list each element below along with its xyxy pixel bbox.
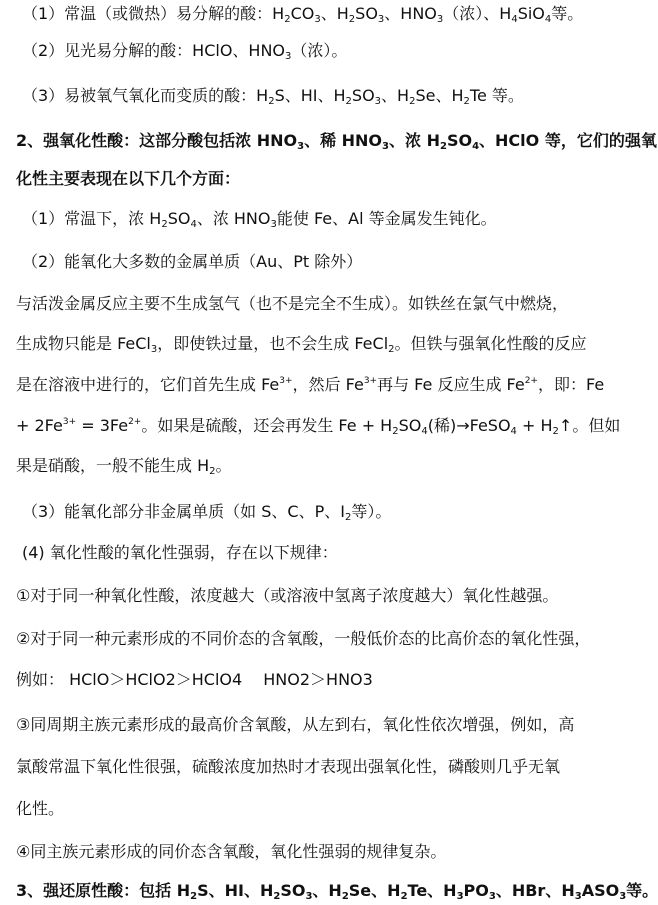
- text-line-6: （1）常温下，浓 $H_2SO_4$、浓 $HNO_3$能使 Fe、Al 等金属发生钝化。: [22, 209, 497, 230]
- text-line-14: (4) 氧化性酸的氧化性强弱，存在以下规律：: [22, 543, 338, 562]
- text-line-1: （1）常温（或微热）易分解的酸：$H_2CO_3$、$H_2SO_3$、$HNO_3$（浓）、$H_4SiO_4$等。: [22, 4, 584, 25]
- text-line-2: （2）见光易分解的酸：HClO、$HNO_3$（浓）。: [22, 41, 348, 62]
- text-line-21: ④同主族元素形成的同价态含氧酸，氧化性强弱的规律复杂。: [16, 842, 447, 861]
- text-line-12: 果是硝酸，一般不能生成 $H_2$。: [16, 456, 232, 477]
- section-heading-2: 2、强氧化性酸：这部分酸包括浓 $HNO_3$、稀 $HNO_3$、浓 $H_2SO_4$、HClO 等，它们的强氧: [16, 131, 657, 152]
- text-line-9: 生成物只能是 FeCl$_3$，即使铁过量，也不会生成 FeCl$_2$。但铁与强氧化性酸的反应: [16, 334, 587, 355]
- section-heading-3: 3、强还原性酸：包括 $H_2S$、HI、$H_2SO_3$、$H_2Se$、$H_2Te$、$H_3PO_3$、HBr、$H_3ASO_3$等。: [16, 881, 658, 902]
- text-line-16: ②对于同一种元素形成的不同价态的含氧酸，一般低价态的比高价态的氧化性强，: [16, 629, 591, 648]
- text-line-3: （3）易被氧气氧化而变质的酸：$H_2S$、HI、$H_2SO_3$、$H_2Se$、$H_2Te$ 等。: [22, 86, 524, 107]
- text-line-15: ①对于同一种氧化性酸，浓度越大（或溶液中氢离子浓度越大）氧化性越强。: [16, 586, 559, 605]
- text-line-10: 是在溶液中进行的，它们首先生成 $Fe^{3+}$，然后 $Fe^{3+}$再与 Fe 反应生成 $Fe^{2+}$，即：Fe: [16, 375, 605, 394]
- text-line-8: 与活泼金属反应主要不生成氢气（也不是完全不生成）。如铁丝在氯气中燃烧，: [16, 294, 569, 313]
- text-line-5: 化性主要表现在以下几个方面：: [16, 169, 241, 188]
- text-line-20: 化性。: [16, 799, 65, 818]
- text-line-19: 氯酸常温下氧化性很强，硫酸浓度加热时才表现出强氧化性，磷酸则几乎无氧: [16, 757, 561, 776]
- text-line-11: + $2Fe^{3+} = 3Fe^{2+}$。如果是硫酸，还会再发生 $Fe + H_2SO_4$(稀)→FeSO$_4$ + $H_2↑$。但如: [16, 416, 621, 437]
- text-line-18: ③同周期主族元素形成的最高价含氧酸，从左到右，氧化性依次增强，例如，高: [16, 715, 575, 734]
- text-line-17: 例如： HClO＞HClO2＞HClO4 HNO2＞HNO3: [16, 670, 373, 689]
- text-line-13: （3）能氧化部分非金属单质（如 S、C、P、$I_2$等）。: [22, 502, 392, 523]
- text-line-7: （2）能氧化大多数的金属单质（Au、Pt 除外）: [22, 252, 363, 271]
